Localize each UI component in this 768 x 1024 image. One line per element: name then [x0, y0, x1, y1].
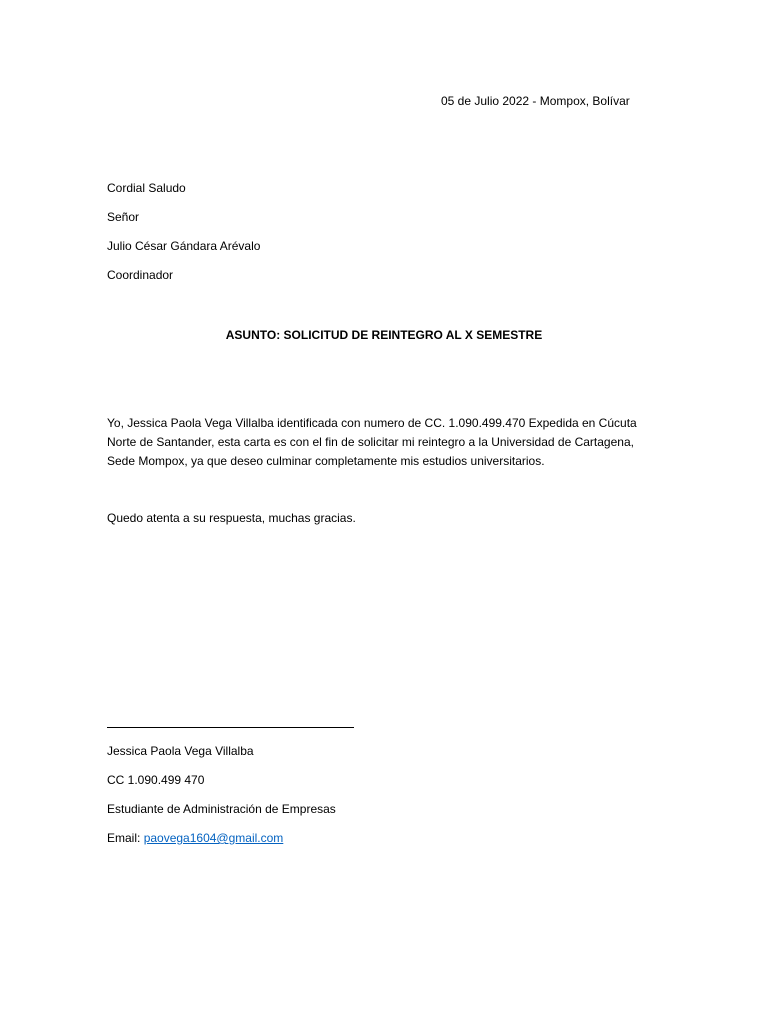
letter-body [107, 414, 667, 471]
letter-subject: ASUNTO: SOLICITUD DE REINTEGRO AL X SEMESTRE [225, 328, 543, 342]
signature-email-row [107, 830, 283, 846]
closing: Quedo atenta a su respuesta, muchas gracias. [107, 511, 356, 525]
greeting: Cordial Saludo [107, 181, 186, 195]
signature-id: CC 1.090.499 470 [107, 773, 205, 787]
body-line: Sede Mompox, ya que deseo culminar completamente mis estudios universitarios. [107, 454, 545, 468]
signature-name: Jessica Paola Vega Villalba [107, 744, 254, 758]
recipient-title: Señor [107, 210, 140, 224]
body-line: Yo, Jessica Paola Vega Villalba identificada con numero de CC. 1.090.499.470 Expedida en Cúcuta [107, 416, 637, 430]
signature-program: Estudiante de Administración de Empresas [107, 802, 336, 816]
signature-line [107, 727, 354, 728]
recipient-role: Coordinador [107, 268, 174, 282]
recipient-name: Julio César Gándara Arévalo [107, 239, 261, 253]
email-label: Email: [107, 831, 144, 845]
body-line: Norte de Santander, esta carta es con el fin de solicitar mi reintegro a la Universidad de Cartagena, [107, 435, 634, 449]
date-place: 05 de Julio 2022 - Mompox, Bolívar [441, 94, 630, 108]
email-link[interactable]: paovega1604@gmail.com [143, 831, 284, 845]
